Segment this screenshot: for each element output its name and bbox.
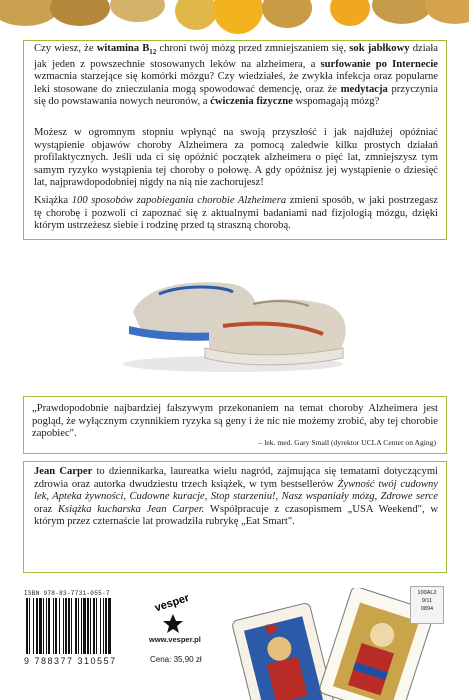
sticker-line-3: 0894 [420,606,434,612]
publisher-logo [143,590,203,640]
price-sticker [410,586,444,624]
publisher-logo-text: vesper [153,591,191,615]
price: Cena: 35,90 zł [150,655,202,664]
author-bio: Jean Carper to dziennikarka, laureatka wielu nagród, zajmująca się tematami dotyczącymi zdrowia oraz autorka dwudziestu trzech książek, w tym bestsellerów Żywność twój cudowny lek, Apteka żywności, Cudowne kuracje, Stop starzeniu!, Nasz wspaniały mózg, Zdrowe serce oraz Książka kucharska Jean Carper. Współpracuje z czasopismem „USA Weekend", w którym przez czternaście lat prowadziła rubrykę „Eat Smart". [34,466,438,528]
barcode-number: 9 788377 310557 [24,656,117,666]
sticker-line-2: 9/11 [421,598,433,604]
publisher-url: www.vesper.pl [149,635,201,644]
quote-attribution: – lek. med. Gary Small (dyrektor UCLA Center on Aging) [258,438,436,447]
intro-paragraph-1: Czy wiesz, że witamina $B_{12}$ chroni twój mózg przed zmniejszaniem się, sok jabłkowy działa jak jeden z powszechnie stosowanych leków na alzheimera, a surfowanie po Internecie wzmacnia starzejące się komórki mózgu? Czy wiedziałeś, że zwykła infekcja oraz popularne leki stosowane do znieczulania mogą spowodować demencję, oraz że medytacja przyczynia się do powstawania nowych neuronów, a ćwiczenia fizyczne wspomagają mózg? [34,43,438,108]
author-box [23,461,447,573]
quote-text: „Prawdopodobnie najbardziej fałszywym przekonaniem na temat choroby Alzheimera jest pogląd, że wyłącznym czynnikiem ryzyka są geny i że nic nie możemy zrobić, aby tej chorobie zapobiec". [32,403,438,440]
intro-paragraph-2: Możesz w ogromnym stopniu wpłynąć na swoją przyszłość i jak najdłużej opóźniać wystąpienie objawów choroby Alzheimera za pomocą zaledwie kilku prostych działań profilaktycznych. Jeśli uda ci się opóźnić początek alzheimera o pięć lat, zmniejszysz tym samym ryzyko wystąpienia tej choroby o połowę. A gdy opóźnisz jej wystąpienie o dziesięć lat, najprawdopodobniej nigdy na nią nie zachorujesz! [34,127,438,189]
quote-box [23,396,447,454]
svg-text:♥: ♥ [264,621,279,640]
intro-paragraph-3: Książka 100 sposobów zapobiegania chorobie Alzheimera zmieni sposób, w jaki postrzegasz tę chorobę i pozwoli ci zapoznać się z aktualnymi badaniami nad fizjologią mózgu, dzięki którym ustrzeżesz siebie i rodzinę przed tą straszną chorobą. [34,195,438,232]
sticker-line-1: 100AL2 [417,590,437,596]
isbn-text: ISBN 978-83-7731-055-7 [24,590,110,597]
barcode [24,598,142,656]
sneakers-image [113,264,353,374]
intro-box [23,40,447,240]
nuts-image [0,0,469,34]
